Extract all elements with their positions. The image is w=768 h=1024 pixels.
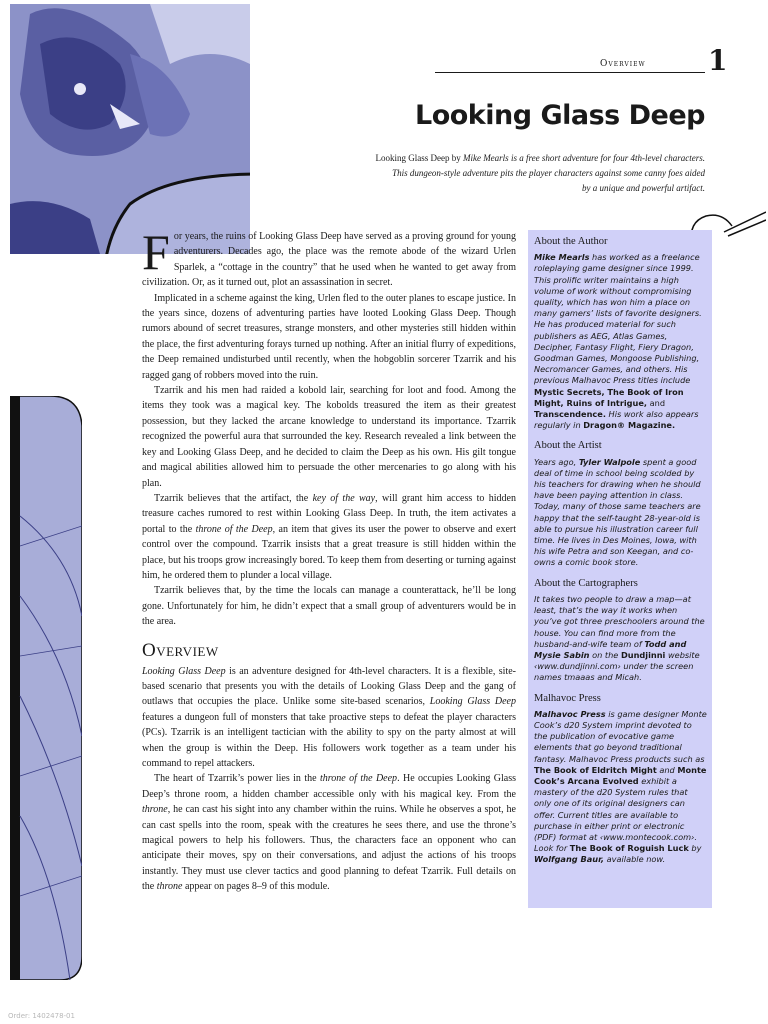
paragraph-text: appear on pages 8–9 of this module. <box>182 881 330 893</box>
sidebar-paragraph <box>534 709 707 866</box>
footer-watermark: Order: 1402478-01 <box>8 1012 75 1020</box>
page-title: Looking Glass Deep <box>414 100 705 131</box>
sidebar-heading: About the Cartographers <box>534 577 638 589</box>
sidebar-paragraph <box>534 594 707 684</box>
italic-term: throne of the Deep <box>195 523 273 535</box>
intro-text: This dungeon-style adventure pits the player characters against some canny foes aided <box>392 168 705 178</box>
italic-term: throne of the Deep <box>319 773 398 785</box>
bold-title: Transcendence. <box>534 409 606 420</box>
bold-name: Malhavoc Press <box>534 708 606 719</box>
italic-term: Looking Glass Deep <box>142 665 226 677</box>
bold-title: Dragon® Magazine. <box>583 420 676 431</box>
sidebar-text: spent a good deal of time in school being scolded by his teachers for drawing when he should have been paying attention in class. Today, many of those same teachers are happy that the self-taught 28-year-old is able to pursue his illustration career full time. He lives in Des Moines, Iowa, with his wife Petra and son Keegan, and co-owns a comic book store. <box>534 456 701 568</box>
main-column <box>142 224 517 895</box>
bold-name: Tyler Walpole <box>578 456 641 467</box>
paragraph-text: features a dungeon full of monsters that take proactive steps to defeat the player characters (PCs). Tzarrik is an intelligent tactician with the ability to spy on the party almost at will when the group is within the Deep. His followers work together as a team under his command to repel attackers. <box>142 711 516 769</box>
intro-author: Mike Mearls <box>462 153 509 163</box>
calendar-map-illustration <box>10 396 82 980</box>
sidebar-text: is game designer Monte Cook’s d20 System imprint devoted to the publication of evocative game elements that go beyond traditional fantasy. Malhavoc Press products such as <box>534 708 707 764</box>
sidebar-text: and <box>656 764 678 775</box>
paragraph-text: The heart of Tzarrik’s power lies in the <box>154 773 320 785</box>
sidebar-text: and <box>647 397 666 408</box>
bold-title: Monte Cook’s Arcana Evolved <box>534 764 707 786</box>
running-head: Overview <box>600 59 646 69</box>
sidebar-text: on the <box>589 649 621 660</box>
section-heading: Overview <box>142 639 219 661</box>
sidebar-text: Years ago, <box>534 456 579 467</box>
sidebar-paragraph <box>534 457 707 569</box>
paragraph <box>142 491 516 583</box>
intro-blurb <box>330 151 705 196</box>
intro-text: by <box>449 153 463 163</box>
intro-text: is a free short adventure for four 4th-level characters. <box>508 153 705 163</box>
sidebar-text: It takes two people to draw a map—at least, that’s the way it works when you’ve got three preschoolers around the house. You can find more from the husband-and-wife team of <box>534 593 705 649</box>
sidebar-paragraph <box>534 252 707 431</box>
paragraph-text: or years, the ruins of Looking Glass Deep have served as a proving ground for young adventurers. Decades ago, the place was the remote abode of the wizard Urlen Sparlek, a “cottage in the country” that he used when he wanted to get away from civilization. Or, as it turned out, plot an assassination in secret. <box>142 231 516 289</box>
italic-term: key of the way <box>312 492 376 504</box>
paragraph: Implicated in a scheme against the king, Urlen fled to the outer planes to escape justice. In the years since, dozens of adventuring parties have looted Looking Glass Deep. Though rumors abound of secret treasures, strange monsters, and other mysteries still hidden within the place, the first adventuring forays turned up nothing. After an initial flurry of expeditions, the Deep remained undisturbed until recently, when the hobgoblin sorcerer Tzarrik and his ragged gang of robbers moved into the ruin. <box>142 292 516 381</box>
bold-title: The Book of Eldritch Might <box>534 764 657 775</box>
bold-title: Dundjinni <box>620 649 666 660</box>
sidebar-heading: About the Artist <box>534 440 602 452</box>
intro-book-title: Looking Glass Deep <box>375 153 450 163</box>
bold-name: Wolfgang Baur, <box>534 854 605 865</box>
italic-term: Looking Glass Deep <box>429 696 516 708</box>
paragraph: Tzarrik and his men had raided a kobold lair, searching for loot and food. Among the items they took was a magical key. The kobolds treasured the item as their greatest possession, but they lacked the arcane knowledge to understand its importance. Tzarrik recognized the powerful aura that surrounded the key. Research revealed a link between the key and Looking Glass Deep, and he decided to claim the Deep as his own. His gilt tongue and magical abilities allowed him to persuade the other mercenaries to go along with his plan. <box>142 385 516 489</box>
italic-term: throne <box>156 881 183 893</box>
header-rule <box>435 72 705 73</box>
sidebar-panel <box>528 230 712 908</box>
drop-cap: F <box>142 224 170 280</box>
intro-text: by a unique and powerful artifact. <box>582 183 705 193</box>
paragraph-text: . He occupies Looking Glass Deep’s throne room, a hidden chamber accessible only with his magical key. From the <box>142 773 516 800</box>
gryphon-illustration <box>10 4 250 254</box>
sidebar-heading: About the Author <box>534 236 608 247</box>
sidebar-heading: Malhavoc Press <box>534 692 601 704</box>
paragraph <box>142 664 516 772</box>
sidebar-text: available now. <box>604 854 666 865</box>
bold-title: Mystic Secrets, The Book of Iron Might, Ruins of Intrigue, <box>534 386 684 408</box>
paragraph <box>142 224 516 291</box>
sidebar-text: by <box>688 843 702 854</box>
paragraph-text: , an item that gives its user the power to observe and exert control over the compound. Tzarrik insists that a great treasure is still hidden within the place, but his troops grow increasingly bored. To keep them from deserting or turning against him, he ordered them to plunder a local village. <box>142 523 516 581</box>
sidebar-text: website ‹www.dundjinni.com› under the screen names tmaaas and Micah. <box>534 649 700 683</box>
italic-term: throne <box>142 804 168 816</box>
bold-name: Mike Mearls <box>534 252 590 263</box>
paragraph-text: is an adventure designed for 4th-level characters. It is a flexible, site-based scenario that presents you with the details of Looking Glass Deep and the gang of outlaws that occupies the place. Unlike some site-based scenarios, <box>142 665 517 708</box>
bold-name: Todd and Mysie Sabin <box>534 638 687 660</box>
paragraph <box>142 771 516 894</box>
paragraph-text: Tzarrik believes that the artifact, the <box>154 492 313 504</box>
sidebar-text: has worked as a freelance roleplaying game designer since 1999. This prolific writer maintains a high volume of work without compromising quality, which has won him a place on many gamers’ lists of favorite designers. He has produced material for such publishers as AEG, Atlas Games, Decipher, Fantasy Flight, Fiery Dragon, Goodman Games, Mongoose Publishing, Necromancer Games, and others. His previous Malhavoc Press titles include <box>534 252 702 386</box>
paragraph: Tzarrik believes that, by the time the locals can manage a counterattack, he’ll be long gone. Unfortunately for him, he didn’t expect that a small group of adventurers would be in the area. <box>142 585 516 628</box>
paragraph-text: , he can cast his sight into any chamber within the ruins. While he observes a spot, he can cast spells into the room, speak with the creatures he sees there, and use the throne’s magical powers to help his followers. Thus, the characters face an opponent who can anticipate their moves, spy on their conversations, and adjust the actions of his troops instantly. They must use clever tactics and good planning to defeat Tzarrik. Full details on the <box>142 804 516 893</box>
bold-title: The Book of Roguish Luck <box>569 843 689 854</box>
sidebar-text: His work also appears regularly in <box>534 409 699 431</box>
sidebar-text: exhibit a mastery of the d20 System rules that only one of its original designers can offer. Current titles are available to purchase in either print or electronic (PDF) format at ‹www.montecook.com›. Look for <box>534 775 697 854</box>
chapter-number: 1 <box>708 44 728 77</box>
paragraph-text: , will grant him access to hidden treasure caches rumored to rest within Looking Glass Deep. In truth, the item activates a portal to the <box>142 492 516 535</box>
